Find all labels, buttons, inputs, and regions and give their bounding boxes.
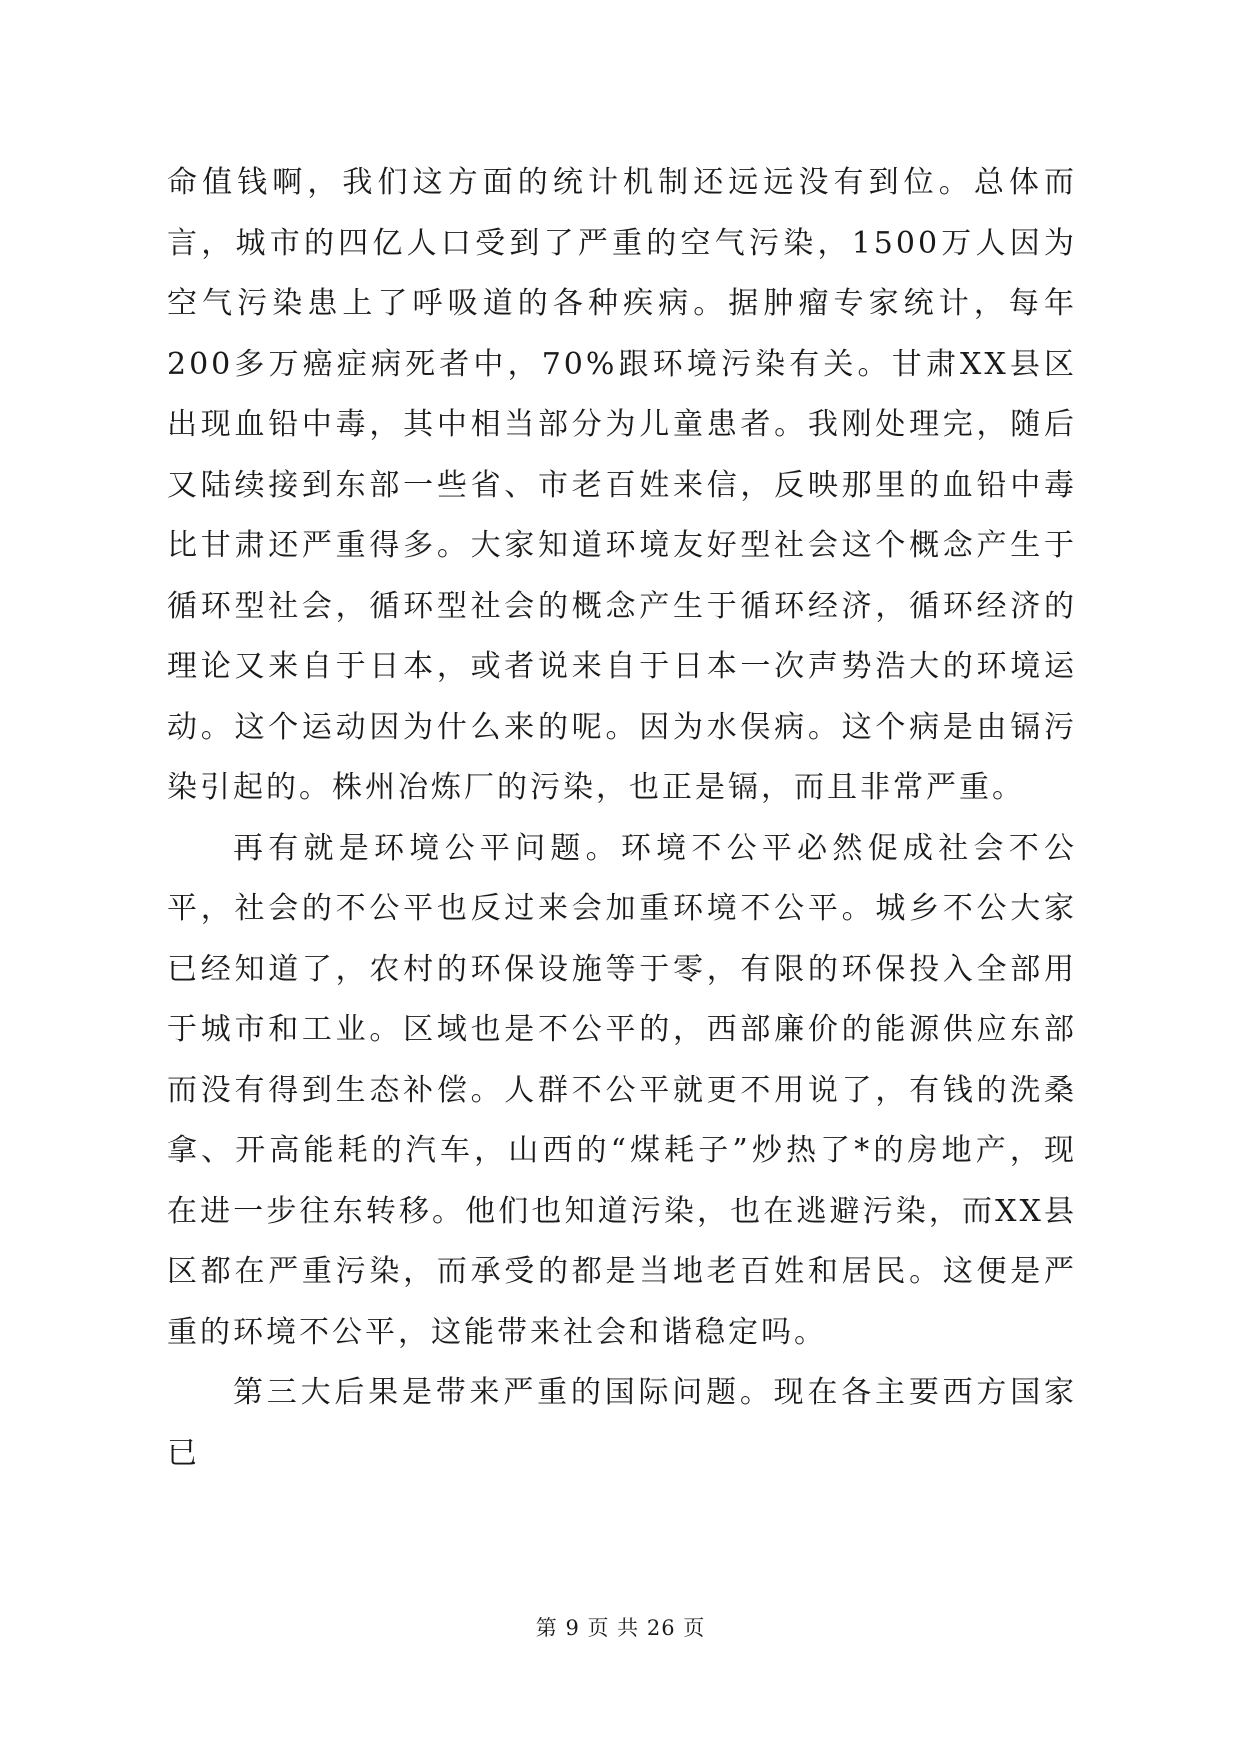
paragraph-3: 第三大后果是带来严重的国际问题。现在各主要西方国家已 [167,1375,1077,1471]
paragraph-2: 再有就是环境公平问题。环境不公平必然促成社会不公平，社会的不公平也反过来会加重环境不公平。城乡不公大家已经知道了，农村的环保设施等于零，有限的环保投入全部用于城市和工业。区域也是不公平的，西部廉价的能源供应东部而没有得到生态补偿。人群不公平就更不用说了，有钱的洗桑拿、开高能耗的汽车，山西的“煤耗子”炒热了*的房地产，现在进一步往东转移。他们也知道污染，也在逃避污染，而XX县区都在严重污染，而承受的都是当地老百姓和居民。这便是严重的环境不公平，这能带来社会和谐稳定吗。 [167,830,1077,1350]
paragraph-1: 命值钱啊，我们这方面的统计机制还远远没有到位。总体而言，城市的四亿人口受到了严重的空气污染，1500万人因为空气污染患上了呼吸道的各种疾病。据肿瘤专家统计，每年200多万癌症病死者中，70%跟环境污染有关。甘肃XX县区出现血铅中毒，其中相当部分为儿童患者。我刚处理完，随后又陆续接到东部一些省、市老百姓来信，反映那里的血铅中毒比甘肃还严重得多。大家知道环境友好型社会这个概念产生于循环型社会，循环型社会的概念产生于循环经济，循环经济的理论又来自于日本，或者说来自于日本一次声势浩大的环境运动。这个运动因为什么来的呢。因为水俣病。这个病是由镉污染引起的。株州冶炼厂的污染，也正是镉，而且非常严重。 [167,165,1077,805]
body-text [167,153,1077,1484]
page-footer: 第 9 页 共 26 页 [535,1616,706,1640]
